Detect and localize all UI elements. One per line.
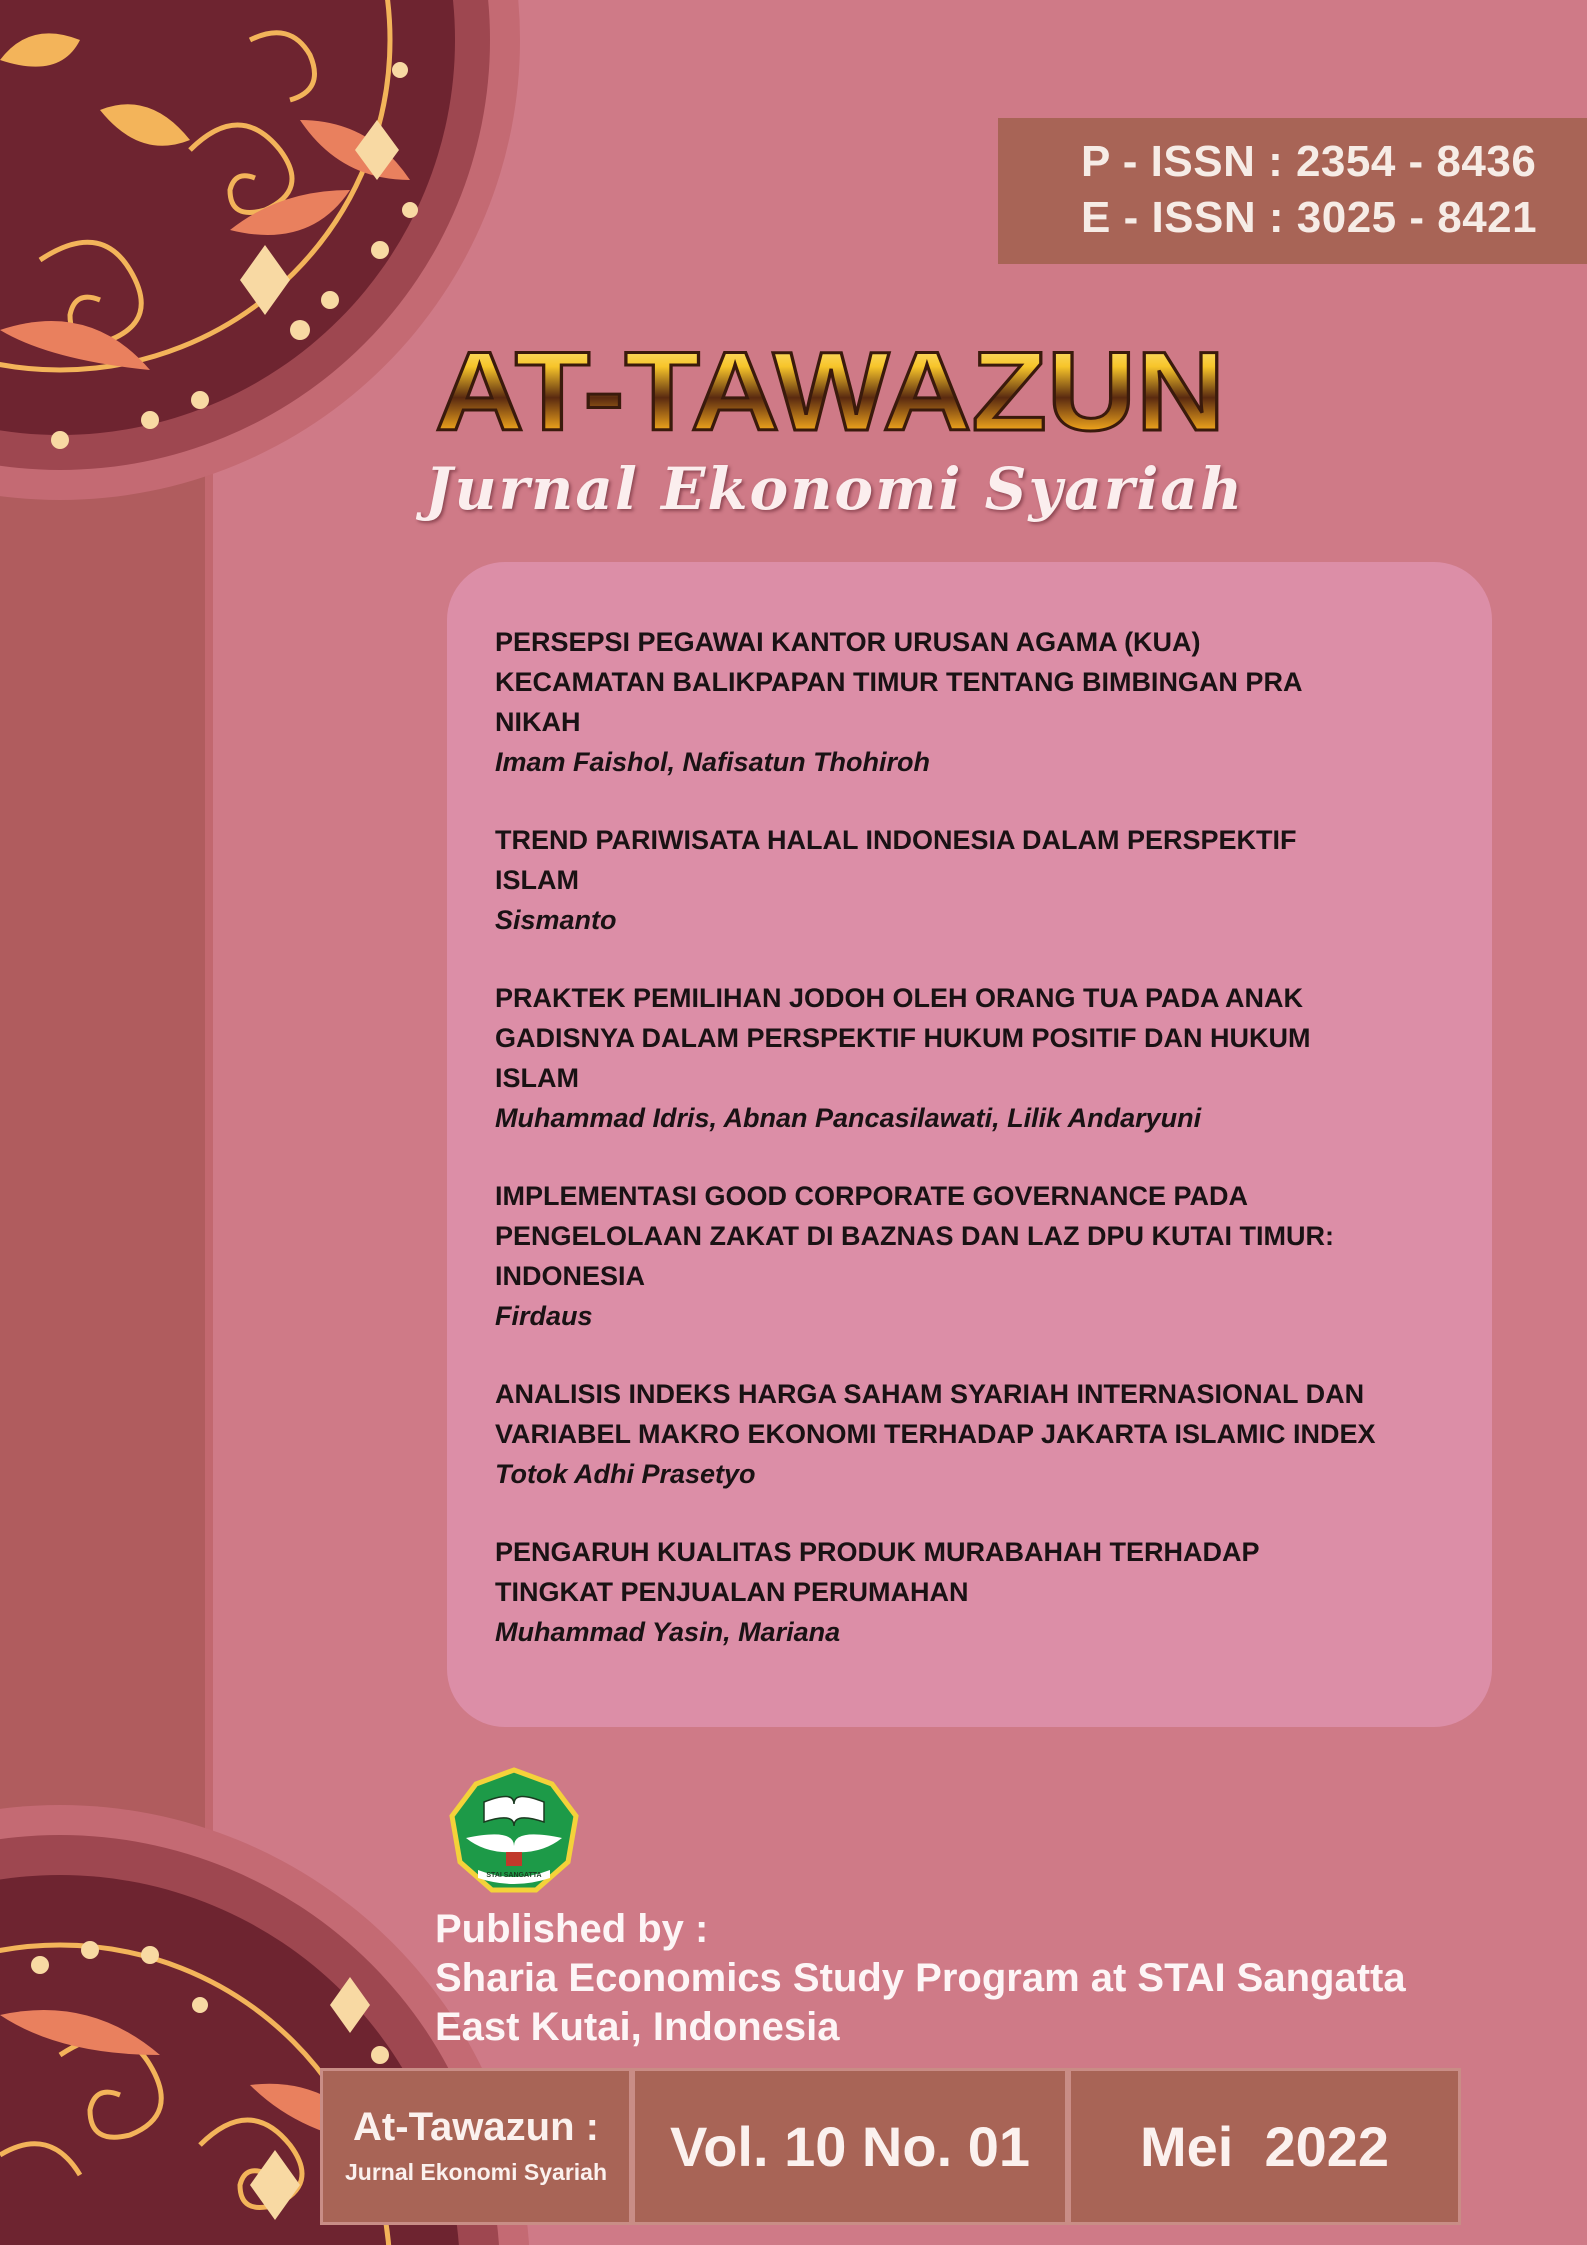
footer-journal-name: At-Tawazun : (353, 2105, 599, 2149)
journal-masthead (420, 330, 1240, 450)
publisher-label: Published by : (435, 1907, 709, 1951)
journal-name: AT-TAWAZUN (435, 330, 1225, 450)
footer-date: Mei 2022 (1139, 2115, 1390, 2178)
print-issn: P - ISSN : 2354 - 8436 (1081, 137, 1537, 186)
footer-journal-box (320, 2068, 632, 2225)
article-title: TREND PARIWISATA HALAL INDONESIA DALAM PERSPEKTIF ISLAM (495, 825, 1297, 895)
footer-date-box (1068, 2068, 1461, 2225)
article-title: ANALISIS INDEKS HARGA SAHAM SYARIAH INTERNASIONAL DAN VARIABEL MAKRO EKONOMI TERHADAP JAKARTA ISLAMIC INDEX (495, 1379, 1376, 1449)
article-title: PRAKTEK PEMILIHAN JODOH OLEH ORANG TUA PADA ANAK GADISNYA DALAM PERSPEKTIF HUKUM POSITIF DAN HUKUM ISLAM (495, 983, 1311, 1093)
journal-subtitle: Jurnal Ekonomi Syariah (425, 455, 1245, 523)
footer-volume-box (632, 2068, 1068, 2225)
article-authors: Sismanto (495, 905, 617, 935)
publisher-info (435, 1905, 1406, 2052)
article-authors: Totok Adhi Prasetyo (495, 1459, 756, 1489)
publisher-line-2: East Kutai, Indonesia (435, 2005, 840, 2049)
article-title: PENGARUH KUALITAS PRODUK MURABAHAH TERHADAP TINGKAT PENJUALAN PERUMAHAN (495, 1537, 1260, 1607)
article-authors: Muhammad Yasin, Mariana (495, 1617, 841, 1647)
article-title: PERSEPSI PEGAWAI KANTOR URUSAN AGAMA (KUA) KECAMATAN BALIKPAPAN TIMUR TENTANG BIMBINGAN PRA NIKAH (495, 627, 1303, 737)
article-authors: Firdaus (495, 1301, 593, 1331)
electronic-issn: E - ISSN : 3025 - 8421 (1081, 193, 1538, 242)
article-authors: Muhammad Idris, Abnan Pancasilawati, Lilik Andaryuni (495, 1103, 1202, 1133)
footer-journal-subtitle: Jurnal Ekonomi Syariah (344, 2159, 608, 2185)
article-title: IMPLEMENTASI GOOD CORPORATE GOVERNANCE PADA PENGELOLAAN ZAKAT DI BAZNAS DAN LAZ DPU KUTAI TIMUR: INDONESIA (495, 1181, 1334, 1291)
table-of-contents-panel (447, 562, 1492, 1727)
article-entry (495, 622, 1452, 782)
top-left-ornament (0, 0, 470, 520)
publisher-line-1: Sharia Economics Study Program at STAI Sangatta (435, 1956, 1406, 2000)
article-entry (495, 1374, 1452, 1494)
article-entry (495, 820, 1452, 940)
stai-sangatta-logo-icon (444, 1766, 584, 1898)
article-authors: Imam Faishol, Nafisatun Thohiroh (495, 747, 931, 777)
issn-box (998, 118, 1587, 264)
article-entry (495, 1532, 1452, 1652)
logo-caption: STAI SANGATTA (486, 1872, 542, 1879)
article-entry (495, 1176, 1452, 1336)
article-entry (495, 978, 1452, 1138)
footer-volume: Vol. 10 No. 01 (670, 2115, 1030, 2178)
